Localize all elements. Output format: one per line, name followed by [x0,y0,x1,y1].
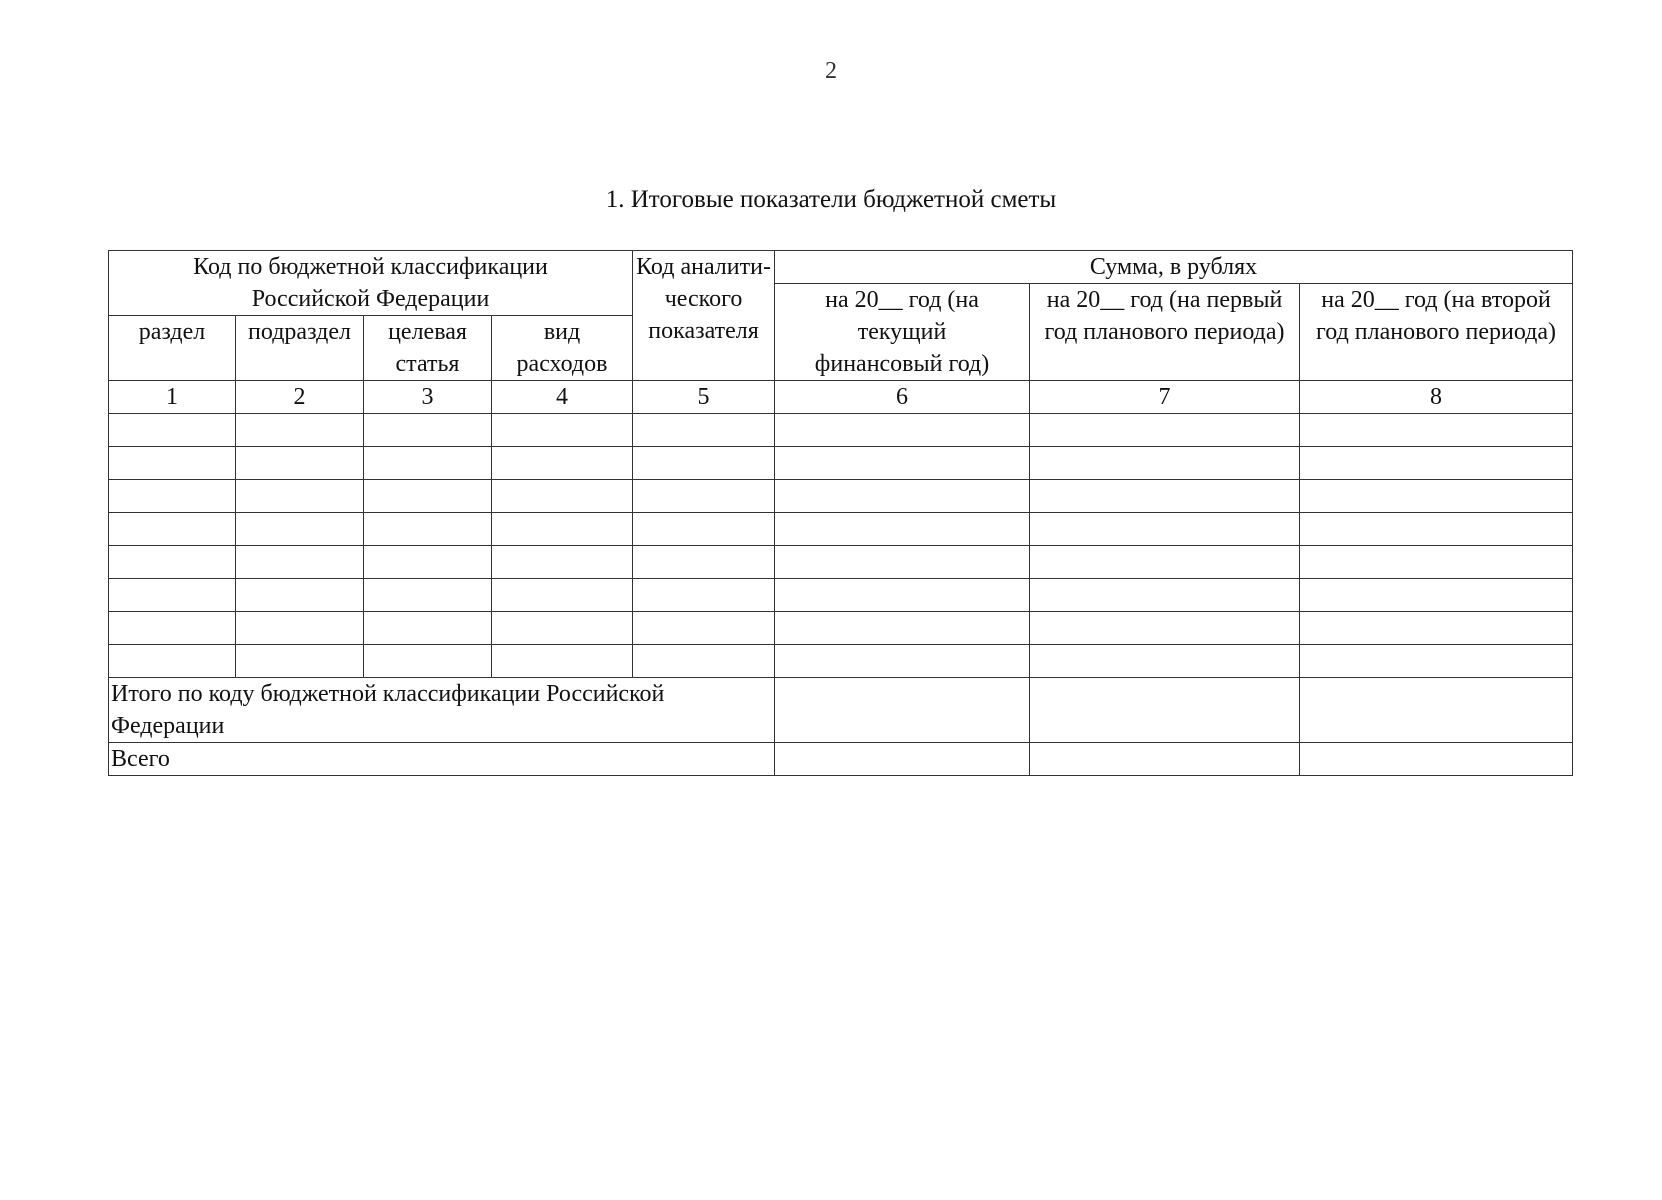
total-by-code-year-first[interactable] [1030,678,1300,743]
classification-group-header: Код по бюджетной классификации Российской Федерации [109,251,633,316]
table-cell[interactable] [364,645,492,678]
table-row [109,447,1573,480]
sum-group-header: Сумма, в рублях [775,251,1573,284]
table-cell[interactable] [492,513,633,546]
page-number: 2 [825,58,837,84]
table-cell[interactable] [633,612,775,645]
table-cell[interactable] [775,579,1030,612]
column-number: 4 [492,381,633,414]
table-cell[interactable] [1030,546,1300,579]
column-number: 6 [775,381,1030,414]
table-cell[interactable] [775,447,1030,480]
column-number: 2 [236,381,364,414]
grand-total-row [109,743,1573,776]
table-cell[interactable] [633,480,775,513]
grand-total-year-second[interactable] [1300,743,1573,776]
table-cell[interactable] [236,414,364,447]
table-row [109,546,1573,579]
table-cell[interactable] [109,447,236,480]
table-cell[interactable] [775,645,1030,678]
table-cell[interactable] [1300,579,1573,612]
table-cell[interactable] [364,414,492,447]
column-number: 5 [633,381,775,414]
table-row [109,612,1573,645]
table-cell[interactable] [1300,414,1573,447]
table-cell[interactable] [1300,645,1573,678]
table-cell[interactable] [633,513,775,546]
table-row [109,414,1573,447]
table-cell[interactable] [236,612,364,645]
table-cell[interactable] [1300,447,1573,480]
table-cell[interactable] [492,612,633,645]
grand-total-year-first[interactable] [1030,743,1300,776]
target-article-header: целевая статья [364,316,492,381]
table-cell[interactable] [109,480,236,513]
table-cell[interactable] [633,546,775,579]
table-row [109,480,1573,513]
table-cell[interactable] [109,546,236,579]
podrazdel-header: подраздел [236,316,364,381]
grand-total-year-current[interactable] [775,743,1030,776]
table-cell[interactable] [492,447,633,480]
table-cell[interactable] [1300,612,1573,645]
column-number: 8 [1300,381,1573,414]
column-number: 3 [364,381,492,414]
column-number: 1 [109,381,236,414]
table-cell[interactable] [775,546,1030,579]
table-cell[interactable] [236,579,364,612]
year-first-header: на 20__ год (на первый год планового периода) [1030,284,1300,381]
table-cell[interactable] [1300,513,1573,546]
table-cell[interactable] [109,579,236,612]
table-cell[interactable] [1300,480,1573,513]
year-current-header: на 20__ год (на текущий финансовый год) [775,284,1030,381]
table-cell[interactable] [492,645,633,678]
table-cell[interactable] [236,447,364,480]
table-cell[interactable] [775,414,1030,447]
table-cell[interactable] [109,513,236,546]
year-second-header: на 20__ год (на второй год планового периода) [1300,284,1573,381]
column-number-row [109,381,1573,414]
section-title: 1. Итоговые показатели бюджетной сметы [605,186,1057,213]
table-row [109,513,1573,546]
table-cell[interactable] [236,480,364,513]
analytic-code-header: Код аналити-ческого показателя [633,251,775,381]
table-cell[interactable] [633,414,775,447]
table-cell[interactable] [1030,579,1300,612]
expense-type-header: вид расходов [492,316,633,381]
budget-summary-table [108,250,1573,776]
table-cell[interactable] [364,612,492,645]
table-cell[interactable] [364,447,492,480]
total-by-code-year-current[interactable] [775,678,1030,743]
table-cell[interactable] [633,447,775,480]
table-cell[interactable] [1030,645,1300,678]
table-cell[interactable] [633,645,775,678]
table-cell[interactable] [1030,612,1300,645]
table-cell[interactable] [1030,513,1300,546]
table-cell[interactable] [1030,447,1300,480]
table-cell[interactable] [364,513,492,546]
grand-total-label: Всего [109,743,775,776]
header-row-1 [109,251,1573,284]
table-cell[interactable] [633,579,775,612]
table-cell[interactable] [109,414,236,447]
table-cell[interactable] [775,513,1030,546]
table-cell[interactable] [775,612,1030,645]
table-cell[interactable] [492,480,633,513]
table-cell[interactable] [364,579,492,612]
table-cell[interactable] [492,579,633,612]
table-cell[interactable] [109,612,236,645]
total-by-code-row [109,678,1573,743]
table-row [109,645,1573,678]
table-cell[interactable] [1300,546,1573,579]
table-cell[interactable] [109,645,236,678]
table-cell[interactable] [1030,414,1300,447]
table-cell[interactable] [236,645,364,678]
table-cell[interactable] [492,414,633,447]
table-cell[interactable] [364,480,492,513]
column-number: 7 [1030,381,1300,414]
table-cell[interactable] [775,480,1030,513]
table-cell[interactable] [236,513,364,546]
table-cell[interactable] [492,546,633,579]
table-row [109,579,1573,612]
total-by-code-year-second[interactable] [1300,678,1573,743]
table-cell[interactable] [236,546,364,579]
table-cell[interactable] [364,546,492,579]
razdel-header: раздел [109,316,236,381]
table-cell[interactable] [1030,480,1300,513]
total-by-code-label: Итого по коду бюджетной классификации Российской Федерации [109,678,775,743]
